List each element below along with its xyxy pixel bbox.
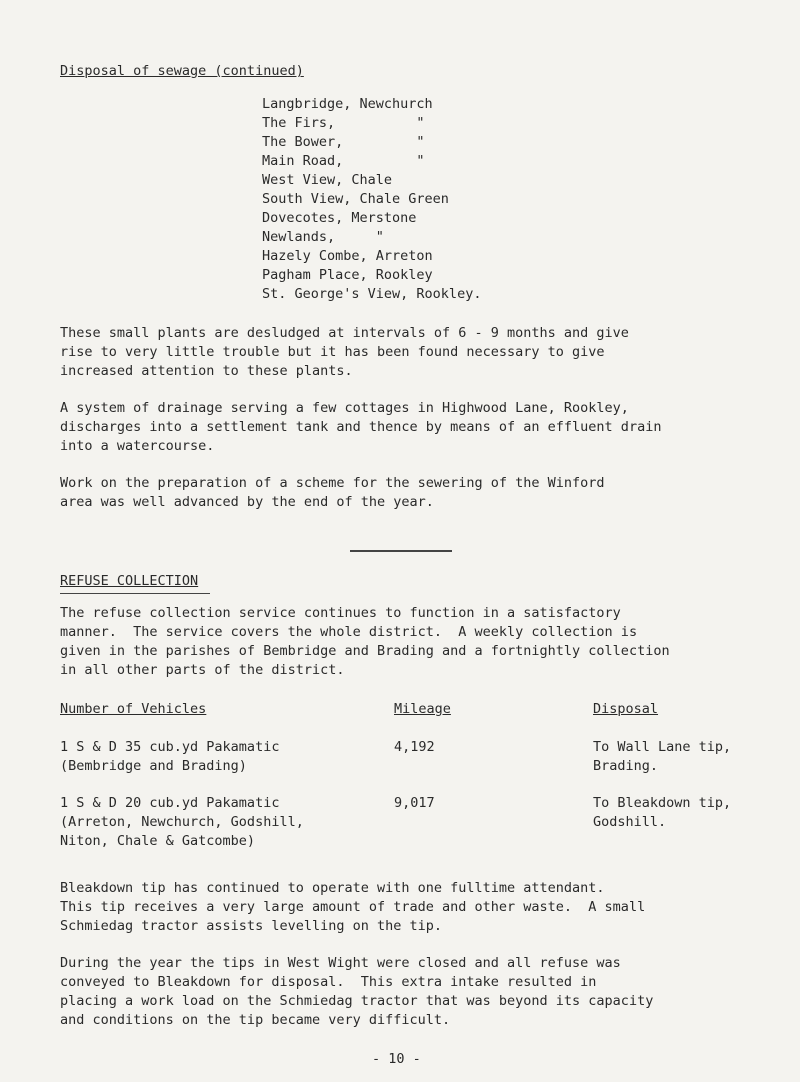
text-line: area was well advanced by the end of the year. bbox=[60, 494, 434, 510]
text-line: discharges into a settlement tank and thence by means of an effluent drain bbox=[60, 419, 662, 435]
column-header-disposal: Disposal bbox=[593, 701, 659, 717]
column-header-vehicles: Number of Vehicles bbox=[60, 701, 207, 717]
text-line: conveyed to Bleakdown for disposal. This extra intake resulted in bbox=[60, 974, 597, 990]
list-item: Langbridge, Newchurch bbox=[262, 96, 433, 112]
section-heading: Disposal of sewage (continued) bbox=[60, 63, 304, 79]
paragraph-desludging bbox=[60, 324, 750, 381]
text-line: Work on the preparation of a scheme for the sewering of the Winford bbox=[60, 475, 605, 491]
paragraph-bleakdown-tip bbox=[60, 879, 750, 936]
disposal-cell: Brading. bbox=[593, 758, 659, 774]
vehicle-cell: (Bembridge and Brading) bbox=[60, 758, 247, 774]
text-line: The refuse collection service continues to function in a satisfactory bbox=[60, 605, 621, 621]
section-title: REFUSE COLLECTION bbox=[60, 573, 199, 589]
mileage-cell: 9,017 bbox=[394, 795, 435, 811]
text-line: Bleakdown tip has continued to operate with one fulltime attendant. bbox=[60, 880, 605, 896]
column-header-mileage: Mileage bbox=[394, 701, 451, 717]
text-line: into a watercourse. bbox=[60, 438, 215, 454]
text-line: given in the parishes of Bembridge and Brading and a fortnightly collection bbox=[60, 643, 670, 659]
list-item: Hazely Combe, Arreton bbox=[262, 248, 433, 264]
paragraph-drainage bbox=[60, 399, 750, 456]
text-line: A system of drainage serving a few cottages in Highwood Lane, Rookley, bbox=[60, 400, 629, 416]
text-line: manner. The service covers the whole district. A weekly collection is bbox=[60, 624, 638, 640]
text-line: rise to very little trouble but it has been found necessary to give bbox=[60, 344, 605, 360]
paragraph-west-wight bbox=[60, 954, 750, 1030]
text-line: increased attention to these plants. bbox=[60, 363, 353, 379]
paragraph-winford-scheme bbox=[60, 474, 750, 512]
page-number: - 10 - bbox=[372, 1051, 421, 1067]
list-item: Main Road, " bbox=[262, 153, 425, 169]
disposal-cell: To Wall Lane tip, bbox=[593, 739, 732, 755]
vehicle-cell: 1 S & D 35 cub.yd Pakamatic bbox=[60, 739, 280, 755]
divider bbox=[350, 550, 452, 552]
text-line: These small plants are desludged at intervals of 6 - 9 months and give bbox=[60, 325, 629, 341]
list-item: Pagham Place, Rookley bbox=[262, 267, 433, 283]
disposal-cell: To Bleakdown tip, bbox=[593, 795, 732, 811]
vehicle-cell: (Arreton, Newchurch, Godshill, bbox=[60, 814, 304, 830]
text-line: placing a work load on the Schmiedag tractor that was beyond its capacity bbox=[60, 993, 654, 1009]
mileage-cell: 4,192 bbox=[394, 739, 435, 755]
list-item: The Firs, " bbox=[262, 115, 425, 131]
vehicle-cell: 1 S & D 20 cub.yd Pakamatic bbox=[60, 795, 280, 811]
list-item: South View, Chale Green bbox=[262, 191, 449, 207]
list-item: St. George's View, Rookley. bbox=[262, 286, 482, 302]
vehicle-cell: Niton, Chale & Gatcombe) bbox=[60, 833, 256, 849]
list-item: The Bower, " bbox=[262, 134, 425, 150]
list-item: Dovecotes, Merstone bbox=[262, 210, 417, 226]
disposal-cell: Godshill. bbox=[593, 814, 667, 830]
text-line: in all other parts of the district. bbox=[60, 662, 345, 678]
text-line: This tip receives a very large amount of trade and other waste. A small bbox=[60, 899, 646, 915]
list-item: West View, Chale bbox=[262, 172, 393, 188]
title-underline bbox=[60, 593, 210, 594]
text-line: During the year the tips in West Wight were closed and all refuse was bbox=[60, 955, 621, 971]
paragraph-refuse-service bbox=[60, 604, 750, 680]
text-line: Schmiedag tractor assists levelling on the tip. bbox=[60, 918, 443, 934]
list-item: Newlands, " bbox=[262, 229, 384, 245]
text-line: and conditions on the tip became very difficult. bbox=[60, 1012, 451, 1028]
